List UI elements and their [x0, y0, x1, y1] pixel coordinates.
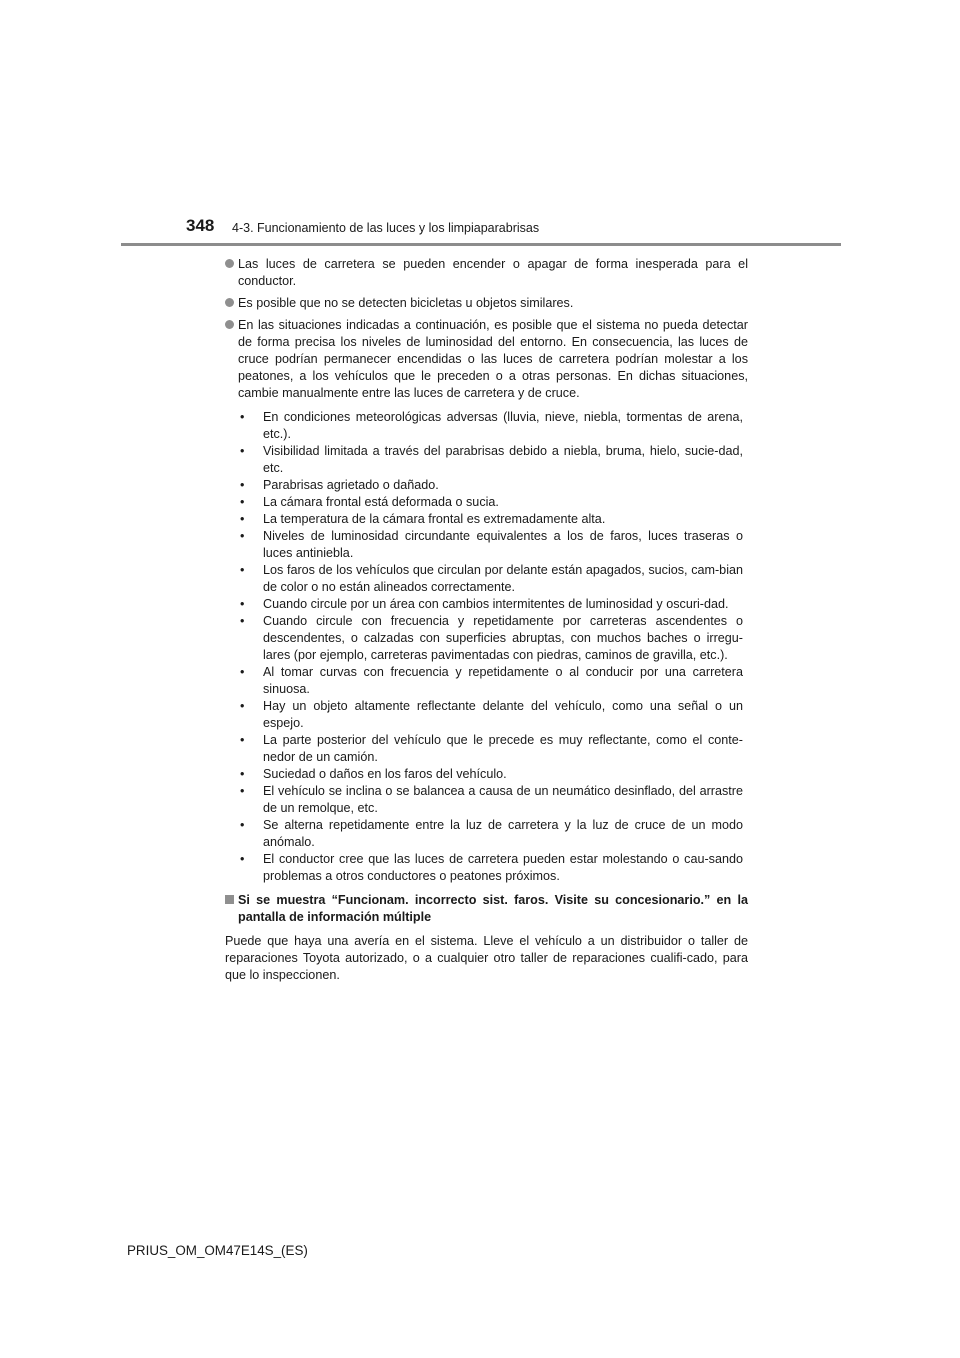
condition-text: La cámara frontal está deformada o sucia. [263, 495, 499, 509]
dot-bullet-icon: • [240, 529, 245, 543]
condition-item [237, 664, 743, 698]
condition-text: Hay un objeto altamente reflectante delante del vehículo, como una señal o un espejo. [263, 699, 743, 730]
condition-item [237, 528, 743, 562]
dot-bullet-icon: • [240, 597, 245, 611]
conditions-list [225, 409, 748, 885]
condition-text: Los faros de los vehículos que circulan por delante están apagados, sucios, cam-bian de color o no están alineados correctamente. [263, 563, 743, 594]
malfunction-heading [225, 892, 748, 926]
condition-text: La temperatura de la cámara frontal es extremadamente alta. [263, 512, 606, 526]
condition-item [237, 698, 743, 732]
condition-item [237, 494, 743, 511]
condition-text: Cuando circule por un área con cambios intermitentes de luminosidad y oscuri-dad. [263, 597, 729, 611]
dot-bullet-icon: • [240, 444, 245, 458]
dot-bullet-icon: • [240, 512, 245, 526]
condition-item [237, 562, 743, 596]
document-code: PRIUS_OM_OM47E14S_(ES) [127, 1243, 308, 1258]
note-text: Las luces de carretera se pueden encender o apagar de forma inesperada para el conductor. [238, 257, 748, 288]
condition-item [237, 596, 743, 613]
condition-text: Niveles de luminosidad circundante equivalentes a los de faros, luces traseras o luces antiniebla. [263, 529, 743, 560]
malfunction-heading-text: Si se muestra “Funcionam. incorrecto sist. faros. Visite su concesionario.” en la pantalla de información múltiple [238, 893, 748, 924]
condition-item [237, 477, 743, 494]
condition-text: Visibilidad limitada a través del parabrisas debido a niebla, bruma, hielo, sucie-dad, etc. [263, 444, 743, 475]
condition-item [237, 443, 743, 477]
circle-bullet-icon [225, 298, 234, 307]
condition-text: Parabrisas agrietado o dañado. [263, 478, 439, 492]
condition-item [237, 613, 743, 664]
note-text: Es posible que no se detecten bicicletas u objetos similares. [238, 296, 574, 310]
dot-bullet-icon: • [240, 767, 245, 781]
page-content [225, 256, 748, 984]
dot-bullet-icon: • [240, 478, 245, 492]
malfunction-body: Puede que haya una avería en el sistema. Lleve el vehículo a un distribuidor o taller de reparaciones Toyota autorizado, o a cualquier otro taller de reparaciones cualifi-cado, para que lo inspeccionen. [225, 934, 748, 982]
condition-item [237, 783, 743, 817]
page-number: 348 [186, 216, 215, 235]
dot-bullet-icon: • [240, 733, 245, 747]
dot-bullet-icon: • [240, 784, 245, 798]
dot-bullet-icon: • [240, 614, 245, 628]
dot-bullet-icon: • [240, 699, 245, 713]
condition-text: El conductor cree que las luces de carretera pueden estar molestando o cau-sando problemas a otros conductores o peatones próximos. [263, 852, 743, 883]
condition-text: Al tomar curvas con frecuencia y repetidamente o al conducir por una carretera sinuosa. [263, 665, 743, 696]
dot-bullet-icon: • [240, 495, 245, 509]
condition-text: Se alterna repetidamente entre la luz de carretera y la luz de cruce de un modo anómalo. [263, 818, 743, 849]
condition-text: El vehículo se inclina o se balancea a causa de un neumático desinflado, del arrastre de un remolque, etc. [263, 784, 743, 815]
condition-item [237, 766, 743, 783]
note-text: En las situaciones indicadas a continuación, es posible que el sistema no pueda detectar de forma precisa los niveles de luminosidad del entorno. En consecuencia, las luces de cruce podrían permanecer encendidas o las luces de carretera podrían molestar a los peatones, a los vehículos que le preceden o a otras personas. En dichas situaciones, cambie manualmente entre las luces de carretera y de cruce. [238, 318, 748, 400]
circle-bullet-icon [225, 320, 234, 329]
dot-bullet-icon: • [240, 563, 245, 577]
header-rule [121, 243, 841, 246]
dot-bullet-icon: • [240, 665, 245, 679]
circle-bullet-icon [225, 259, 234, 268]
note-item [225, 317, 748, 402]
condition-item [237, 851, 743, 885]
dot-bullet-icon: • [240, 852, 245, 866]
condition-item [237, 409, 743, 443]
condition-text: La parte posterior del vehículo que le precede es muy reflectante, como el conte-nedor de un camión. [263, 733, 743, 764]
condition-item [237, 817, 743, 851]
section-title: 4-3. Funcionamiento de las luces y los limpiaparabrisas [232, 221, 540, 235]
square-bullet-icon [225, 895, 234, 904]
note-item [225, 295, 748, 312]
condition-item [237, 511, 743, 528]
note-item [225, 256, 748, 290]
condition-text: Suciedad o daños en los faros del vehículo. [263, 767, 507, 781]
dot-bullet-icon: • [240, 818, 245, 832]
dot-bullet-icon: • [240, 410, 245, 424]
condition-text: En condiciones meteorológicas adversas (lluvia, nieve, niebla, tormentas de arena, etc.). [263, 410, 743, 441]
condition-item [237, 732, 743, 766]
condition-text: Cuando circule con frecuencia y repetidamente por carreteras ascendentes o descendentes, o calzadas con superficies abruptas, con muchos baches o irregu-lares (por ejemplo, carreteras pavimentadas con piedras, caminos de gravilla, etc.). [263, 614, 743, 662]
